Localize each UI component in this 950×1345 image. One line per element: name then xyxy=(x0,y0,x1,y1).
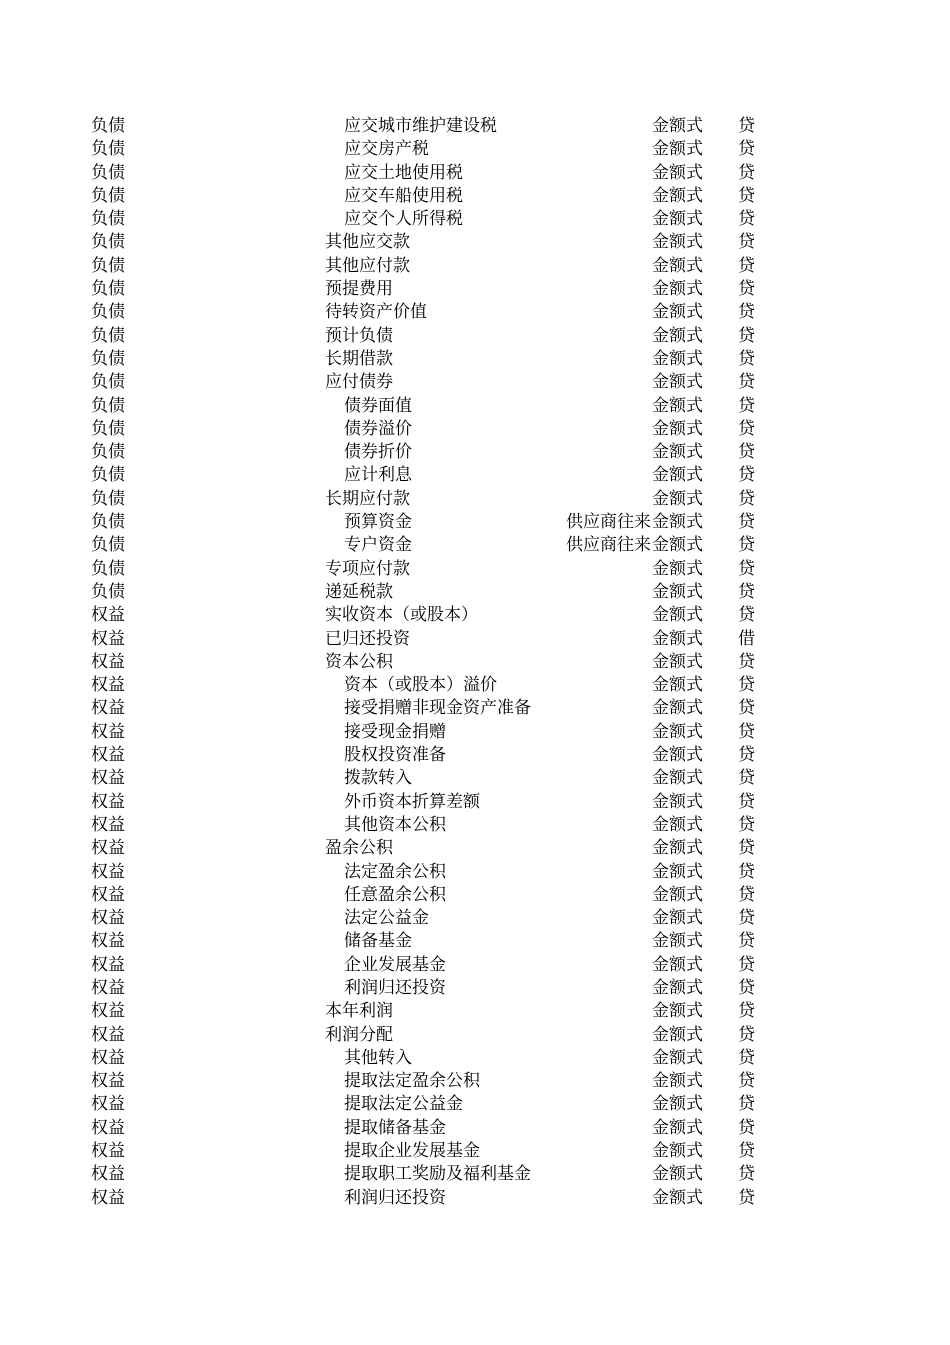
table-row[interactable] xyxy=(0,837,950,860)
balance-direction-cell[interactable]: 贷 xyxy=(738,348,755,369)
auxiliary-accounting-cell[interactable] xyxy=(566,791,662,814)
balance-direction-cell[interactable]: 贷 xyxy=(738,162,755,183)
auxiliary-accounting-cell[interactable] xyxy=(566,1187,662,1210)
table-row[interactable] xyxy=(0,348,950,371)
account-format-cell[interactable]: 金额式 xyxy=(652,721,703,744)
balance-direction-cell[interactable]: 贷 xyxy=(738,535,755,556)
table-row[interactable] xyxy=(0,674,950,697)
account-category-cell[interactable]: 权益 xyxy=(91,1164,125,1185)
account-format-cell[interactable]: 金额式 xyxy=(652,325,703,348)
balance-direction-cell[interactable]: 贷 xyxy=(738,838,755,859)
account-name-cell[interactable]: 任意盈余公积 xyxy=(344,884,446,905)
balance-direction-cell[interactable]: 贷 xyxy=(738,325,755,346)
account-category-cell[interactable]: 权益 xyxy=(91,954,125,975)
account-category-cell[interactable]: 权益 xyxy=(91,861,125,882)
table-row[interactable] xyxy=(0,1047,950,1070)
table-row[interactable] xyxy=(0,814,950,837)
account-format-cell[interactable]: 金额式 xyxy=(652,837,703,860)
table-row[interactable] xyxy=(0,1070,950,1093)
account-name-cell[interactable]: 债券面值 xyxy=(344,395,412,416)
account-format-cell[interactable]: 金额式 xyxy=(652,255,703,278)
account-format-cell[interactable]: 金额式 xyxy=(652,930,703,953)
account-name-cell[interactable]: 利润归还投资 xyxy=(344,1187,446,1208)
auxiliary-accounting-cell[interactable] xyxy=(566,1024,662,1047)
account-name-cell[interactable]: 已归还投资 xyxy=(325,628,410,649)
account-name-cell[interactable]: 应交个人所得税 xyxy=(344,209,463,230)
auxiliary-accounting-cell[interactable] xyxy=(566,581,662,604)
table-row[interactable] xyxy=(0,255,950,278)
account-category-cell[interactable]: 权益 xyxy=(91,1117,125,1138)
account-name-cell[interactable]: 专户资金 xyxy=(344,535,412,556)
auxiliary-accounting-cell[interactable] xyxy=(566,162,662,185)
account-category-cell[interactable]: 负债 xyxy=(91,232,125,253)
auxiliary-accounting-cell[interactable] xyxy=(566,861,662,884)
balance-direction-cell[interactable]: 贷 xyxy=(738,279,755,300)
table-row[interactable] xyxy=(0,162,950,185)
table-row[interactable] xyxy=(0,418,950,441)
auxiliary-accounting-cell[interactable] xyxy=(566,441,662,464)
account-name-cell[interactable]: 股权投资准备 xyxy=(344,745,446,766)
account-name-cell[interactable]: 提取法定盈余公积 xyxy=(344,1071,480,1092)
auxiliary-accounting-cell[interactable] xyxy=(566,348,662,371)
table-row[interactable] xyxy=(0,115,950,138)
account-name-cell[interactable]: 利润分配 xyxy=(325,1024,393,1045)
account-category-cell[interactable]: 负债 xyxy=(91,512,125,533)
account-format-cell[interactable]: 金额式 xyxy=(652,697,703,720)
auxiliary-accounting-cell[interactable] xyxy=(566,1093,662,1116)
table-row[interactable] xyxy=(0,511,950,534)
account-format-cell[interactable]: 金额式 xyxy=(652,744,703,767)
account-name-cell[interactable]: 递延税款 xyxy=(325,581,393,602)
account-category-cell[interactable]: 负债 xyxy=(91,348,125,369)
table-row[interactable] xyxy=(0,767,950,790)
account-name-cell[interactable]: 其他转入 xyxy=(344,1047,412,1068)
account-category-cell[interactable]: 权益 xyxy=(91,1094,125,1115)
balance-direction-cell[interactable]: 贷 xyxy=(738,1024,755,1045)
account-category-cell[interactable]: 权益 xyxy=(91,931,125,952)
account-category-cell[interactable]: 负债 xyxy=(91,395,125,416)
balance-direction-cell[interactable]: 贷 xyxy=(738,581,755,602)
table-row[interactable] xyxy=(0,628,950,651)
balance-direction-cell[interactable]: 贷 xyxy=(738,977,755,998)
table-row[interactable] xyxy=(0,907,950,930)
table-row[interactable] xyxy=(0,441,950,464)
auxiliary-accounting-cell[interactable] xyxy=(566,930,662,953)
account-category-cell[interactable]: 负债 xyxy=(91,372,125,393)
account-format-cell[interactable]: 金额式 xyxy=(652,511,703,534)
table-row[interactable] xyxy=(0,581,950,604)
account-name-cell[interactable]: 专项应付款 xyxy=(325,558,410,579)
account-name-cell[interactable]: 待转资产价值 xyxy=(325,302,427,323)
balance-direction-cell[interactable]: 贷 xyxy=(738,721,755,742)
account-format-cell[interactable]: 金额式 xyxy=(652,115,703,138)
account-category-cell[interactable]: 权益 xyxy=(91,628,125,649)
account-format-cell[interactable]: 金额式 xyxy=(652,464,703,487)
auxiliary-accounting-cell[interactable]: 供应商往来 xyxy=(566,535,651,556)
account-category-cell[interactable]: 负债 xyxy=(91,418,125,439)
table-row[interactable] xyxy=(0,884,950,907)
account-name-cell[interactable]: 应交房产税 xyxy=(344,139,429,160)
balance-direction-cell[interactable]: 贷 xyxy=(738,1094,755,1115)
balance-direction-cell[interactable]: 贷 xyxy=(738,908,755,929)
table-row[interactable] xyxy=(0,1024,950,1047)
account-name-cell[interactable]: 提取法定公益金 xyxy=(344,1094,463,1115)
account-name-cell[interactable]: 实收资本（或股本） xyxy=(325,605,478,626)
account-format-cell[interactable]: 金额式 xyxy=(652,162,703,185)
balance-direction-cell[interactable]: 贷 xyxy=(738,372,755,393)
account-category-cell[interactable]: 权益 xyxy=(91,698,125,719)
table-row[interactable] xyxy=(0,208,950,231)
account-format-cell[interactable]: 金额式 xyxy=(652,791,703,814)
account-category-cell[interactable]: 权益 xyxy=(91,977,125,998)
account-category-cell[interactable]: 负债 xyxy=(91,139,125,160)
account-format-cell[interactable]: 金额式 xyxy=(652,418,703,441)
balance-direction-cell[interactable]: 贷 xyxy=(738,488,755,509)
account-category-cell[interactable]: 权益 xyxy=(91,884,125,905)
account-name-cell[interactable]: 预算资金 xyxy=(344,512,412,533)
account-name-cell[interactable]: 资本公积 xyxy=(325,651,393,672)
auxiliary-accounting-cell[interactable] xyxy=(566,837,662,860)
account-category-cell[interactable]: 权益 xyxy=(91,768,125,789)
account-name-cell[interactable]: 应交土地使用税 xyxy=(344,162,463,183)
balance-direction-cell[interactable]: 贷 xyxy=(738,185,755,206)
balance-direction-cell[interactable]: 贷 xyxy=(738,861,755,882)
account-format-cell[interactable]: 金额式 xyxy=(652,1024,703,1047)
auxiliary-accounting-cell[interactable] xyxy=(566,721,662,744)
table-row[interactable] xyxy=(0,278,950,301)
balance-direction-cell[interactable]: 贷 xyxy=(738,512,755,533)
table-row[interactable] xyxy=(0,1163,950,1186)
auxiliary-accounting-cell[interactable] xyxy=(566,767,662,790)
account-name-cell[interactable]: 外币资本折算差额 xyxy=(344,791,480,812)
auxiliary-accounting-cell[interactable] xyxy=(566,628,662,651)
account-format-cell[interactable]: 金额式 xyxy=(652,1140,703,1163)
auxiliary-accounting-cell[interactable] xyxy=(566,1000,662,1023)
balance-direction-cell[interactable]: 贷 xyxy=(738,465,755,486)
account-format-cell[interactable]: 金额式 xyxy=(652,1163,703,1186)
auxiliary-accounting-cell[interactable] xyxy=(566,884,662,907)
account-format-cell[interactable]: 金额式 xyxy=(652,1070,703,1093)
balance-direction-cell[interactable]: 贷 xyxy=(738,651,755,672)
account-category-cell[interactable]: 负债 xyxy=(91,581,125,602)
account-category-cell[interactable]: 负债 xyxy=(91,162,125,183)
table-row[interactable] xyxy=(0,791,950,814)
account-format-cell[interactable]: 金额式 xyxy=(652,488,703,511)
account-name-cell[interactable]: 债券溢价 xyxy=(344,418,412,439)
table-row[interactable] xyxy=(0,1187,950,1210)
balance-direction-cell[interactable]: 贷 xyxy=(738,791,755,812)
table-row[interactable] xyxy=(0,651,950,674)
balance-direction-cell[interactable]: 借 xyxy=(738,628,755,649)
account-format-cell[interactable]: 金额式 xyxy=(652,628,703,651)
balance-direction-cell[interactable]: 贷 xyxy=(738,954,755,975)
table-row[interactable] xyxy=(0,1093,950,1116)
account-category-cell[interactable]: 负债 xyxy=(91,209,125,230)
account-category-cell[interactable]: 权益 xyxy=(91,675,125,696)
table-row[interactable] xyxy=(0,1117,950,1140)
account-category-cell[interactable]: 权益 xyxy=(91,1024,125,1045)
table-row[interactable] xyxy=(0,534,950,557)
account-name-cell[interactable]: 拨款转入 xyxy=(344,768,412,789)
table-row[interactable] xyxy=(0,977,950,1000)
auxiliary-accounting-cell[interactable] xyxy=(566,1163,662,1186)
account-category-cell[interactable]: 权益 xyxy=(91,1047,125,1068)
table-row[interactable] xyxy=(0,930,950,953)
auxiliary-accounting-cell[interactable] xyxy=(566,907,662,930)
auxiliary-accounting-cell[interactable] xyxy=(566,697,662,720)
balance-direction-cell[interactable]: 贷 xyxy=(738,814,755,835)
account-category-cell[interactable]: 负债 xyxy=(91,465,125,486)
account-category-cell[interactable]: 权益 xyxy=(91,651,125,672)
account-name-cell[interactable]: 盈余公积 xyxy=(325,838,393,859)
table-row[interactable] xyxy=(0,371,950,394)
account-category-cell[interactable]: 权益 xyxy=(91,838,125,859)
auxiliary-accounting-cell[interactable] xyxy=(566,1117,662,1140)
account-format-cell[interactable]: 金额式 xyxy=(652,371,703,394)
auxiliary-accounting-cell[interactable] xyxy=(566,138,662,161)
auxiliary-accounting-cell[interactable] xyxy=(566,1047,662,1070)
balance-direction-cell[interactable]: 贷 xyxy=(738,302,755,323)
account-category-cell[interactable]: 权益 xyxy=(91,605,125,626)
table-row[interactable] xyxy=(0,488,950,511)
account-format-cell[interactable]: 金额式 xyxy=(652,185,703,208)
account-category-cell[interactable]: 权益 xyxy=(91,791,125,812)
account-format-cell[interactable]: 金额式 xyxy=(652,1187,703,1210)
account-category-cell[interactable]: 负债 xyxy=(91,255,125,276)
balance-direction-cell[interactable]: 贷 xyxy=(738,255,755,276)
account-table xyxy=(0,115,950,1210)
account-category-cell[interactable]: 权益 xyxy=(91,1187,125,1208)
account-category-cell[interactable]: 负债 xyxy=(91,325,125,346)
auxiliary-accounting-cell[interactable] xyxy=(566,418,662,441)
account-name-cell[interactable]: 利润归还投资 xyxy=(344,977,446,998)
balance-direction-cell[interactable]: 贷 xyxy=(738,1117,755,1138)
account-name-cell[interactable]: 应计利息 xyxy=(344,465,412,486)
account-category-cell[interactable]: 权益 xyxy=(91,814,125,835)
account-name-cell[interactable]: 接受捐赠非现金资产准备 xyxy=(344,698,531,719)
balance-direction-cell[interactable]: 贷 xyxy=(738,209,755,230)
account-format-cell[interactable]: 金额式 xyxy=(652,231,703,254)
account-name-cell[interactable]: 其他资本公积 xyxy=(344,814,446,835)
account-format-cell[interactable]: 金额式 xyxy=(652,1000,703,1023)
account-name-cell[interactable]: 应付债券 xyxy=(325,372,393,393)
balance-direction-cell[interactable]: 贷 xyxy=(738,1141,755,1162)
table-row[interactable] xyxy=(0,464,950,487)
account-category-cell[interactable]: 权益 xyxy=(91,721,125,742)
auxiliary-accounting-cell[interactable] xyxy=(566,115,662,138)
auxiliary-accounting-cell[interactable] xyxy=(566,464,662,487)
table-row[interactable] xyxy=(0,861,950,884)
account-format-cell[interactable]: 金额式 xyxy=(652,814,703,837)
account-format-cell[interactable]: 金额式 xyxy=(652,441,703,464)
balance-direction-cell[interactable]: 贷 xyxy=(738,768,755,789)
account-format-cell[interactable]: 金额式 xyxy=(652,907,703,930)
account-format-cell[interactable]: 金额式 xyxy=(652,348,703,371)
balance-direction-cell[interactable]: 贷 xyxy=(738,116,755,136)
auxiliary-accounting-cell[interactable] xyxy=(566,301,662,324)
balance-direction-cell[interactable]: 贷 xyxy=(738,745,755,766)
account-name-cell[interactable]: 长期应付款 xyxy=(325,488,410,509)
auxiliary-accounting-cell[interactable] xyxy=(566,231,662,254)
account-category-cell[interactable]: 负债 xyxy=(91,116,125,136)
account-format-cell[interactable]: 金额式 xyxy=(652,581,703,604)
table-row[interactable] xyxy=(0,744,950,767)
account-name-cell[interactable]: 应交车船使用税 xyxy=(344,185,463,206)
balance-direction-cell[interactable]: 贷 xyxy=(738,442,755,463)
balance-direction-cell[interactable]: 贷 xyxy=(738,558,755,579)
auxiliary-accounting-cell[interactable] xyxy=(566,977,662,1000)
auxiliary-accounting-cell[interactable] xyxy=(566,395,662,418)
account-name-cell[interactable]: 法定盈余公积 xyxy=(344,861,446,882)
auxiliary-accounting-cell[interactable] xyxy=(566,651,662,674)
account-format-cell[interactable]: 金额式 xyxy=(652,674,703,697)
account-category-cell[interactable]: 权益 xyxy=(91,908,125,929)
balance-direction-cell[interactable]: 贷 xyxy=(738,675,755,696)
account-name-cell[interactable]: 提取职工奖励及福利基金 xyxy=(344,1164,531,1185)
auxiliary-accounting-cell[interactable] xyxy=(566,185,662,208)
account-name-cell[interactable]: 资本（或股本）溢价 xyxy=(344,675,497,696)
auxiliary-accounting-cell[interactable] xyxy=(566,488,662,511)
auxiliary-accounting-cell[interactable] xyxy=(566,1070,662,1093)
balance-direction-cell[interactable]: 贷 xyxy=(738,698,755,719)
auxiliary-accounting-cell[interactable] xyxy=(566,208,662,231)
account-category-cell[interactable]: 负债 xyxy=(91,185,125,206)
account-category-cell[interactable]: 负债 xyxy=(91,558,125,579)
account-name-cell[interactable]: 长期借款 xyxy=(325,348,393,369)
balance-direction-cell[interactable]: 贷 xyxy=(738,884,755,905)
table-row[interactable] xyxy=(0,1140,950,1163)
account-format-cell[interactable]: 金额式 xyxy=(652,208,703,231)
auxiliary-accounting-cell[interactable] xyxy=(566,954,662,977)
table-row[interactable] xyxy=(0,325,950,348)
balance-direction-cell[interactable]: 贷 xyxy=(738,232,755,253)
account-name-cell[interactable]: 预计负债 xyxy=(325,325,393,346)
account-name-cell[interactable]: 债券折价 xyxy=(344,442,412,463)
balance-direction-cell[interactable]: 贷 xyxy=(738,605,755,626)
table-row[interactable] xyxy=(0,954,950,977)
auxiliary-accounting-cell[interactable]: 供应商往来 xyxy=(566,512,651,533)
account-name-cell[interactable]: 预提费用 xyxy=(325,279,393,300)
table-row[interactable] xyxy=(0,138,950,161)
account-name-cell[interactable]: 本年利润 xyxy=(325,1001,393,1022)
account-name-cell[interactable]: 企业发展基金 xyxy=(344,954,446,975)
table-row[interactable] xyxy=(0,697,950,720)
account-format-cell[interactable]: 金额式 xyxy=(652,884,703,907)
auxiliary-accounting-cell[interactable] xyxy=(566,255,662,278)
table-row[interactable] xyxy=(0,185,950,208)
balance-direction-cell[interactable]: 贷 xyxy=(738,1071,755,1092)
balance-direction-cell[interactable]: 贷 xyxy=(738,931,755,952)
auxiliary-accounting-cell[interactable] xyxy=(566,1140,662,1163)
account-format-cell[interactable]: 金额式 xyxy=(652,1047,703,1070)
account-format-cell[interactable]: 金额式 xyxy=(652,534,703,557)
auxiliary-accounting-cell[interactable] xyxy=(566,278,662,301)
account-format-cell[interactable]: 金额式 xyxy=(652,395,703,418)
table-row[interactable] xyxy=(0,1000,950,1023)
account-format-cell[interactable]: 金额式 xyxy=(652,1117,703,1140)
account-category-cell[interactable]: 权益 xyxy=(91,1141,125,1162)
account-category-cell[interactable]: 负债 xyxy=(91,279,125,300)
account-name-cell[interactable]: 其他应付款 xyxy=(325,255,410,276)
auxiliary-accounting-cell[interactable] xyxy=(566,371,662,394)
auxiliary-accounting-cell[interactable] xyxy=(566,744,662,767)
account-format-cell[interactable]: 金额式 xyxy=(652,278,703,301)
account-name-cell[interactable]: 提取储备基金 xyxy=(344,1117,446,1138)
account-format-cell[interactable]: 金额式 xyxy=(652,1093,703,1116)
table-row[interactable] xyxy=(0,721,950,744)
account-format-cell[interactable]: 金额式 xyxy=(652,301,703,324)
account-category-cell[interactable]: 负债 xyxy=(91,488,125,509)
account-format-cell[interactable]: 金额式 xyxy=(652,558,703,581)
table-row[interactable] xyxy=(0,395,950,418)
account-name-cell[interactable]: 储备基金 xyxy=(344,931,412,952)
balance-direction-cell[interactable]: 贷 xyxy=(738,1164,755,1185)
account-name-cell[interactable]: 其他应交款 xyxy=(325,232,410,253)
auxiliary-accounting-cell[interactable] xyxy=(566,674,662,697)
table-row[interactable] xyxy=(0,231,950,254)
account-format-cell[interactable]: 金额式 xyxy=(652,977,703,1000)
account-category-cell[interactable]: 负债 xyxy=(91,442,125,463)
account-format-cell[interactable]: 金额式 xyxy=(652,861,703,884)
account-name-cell[interactable]: 接受现金捐赠 xyxy=(344,721,446,742)
account-format-cell[interactable]: 金额式 xyxy=(652,604,703,627)
table-row[interactable] xyxy=(0,301,950,324)
table-row[interactable] xyxy=(0,558,950,581)
account-format-cell[interactable]: 金额式 xyxy=(652,954,703,977)
account-format-cell[interactable]: 金额式 xyxy=(652,651,703,674)
table-row[interactable] xyxy=(0,604,950,627)
account-category-cell[interactable]: 负债 xyxy=(91,535,125,556)
account-name-cell[interactable]: 法定公益金 xyxy=(344,908,429,929)
account-category-cell[interactable]: 权益 xyxy=(91,745,125,766)
account-category-cell[interactable]: 负债 xyxy=(91,302,125,323)
account-format-cell[interactable]: 金额式 xyxy=(652,767,703,790)
balance-direction-cell[interactable]: 贷 xyxy=(738,418,755,439)
account-name-cell[interactable]: 提取企业发展基金 xyxy=(344,1141,480,1162)
auxiliary-accounting-cell[interactable] xyxy=(566,814,662,837)
balance-direction-cell[interactable]: 贷 xyxy=(738,1001,755,1022)
balance-direction-cell[interactable]: 贷 xyxy=(738,395,755,416)
balance-direction-cell[interactable]: 贷 xyxy=(738,1047,755,1068)
account-format-cell[interactable]: 金额式 xyxy=(652,138,703,161)
auxiliary-accounting-cell[interactable] xyxy=(566,604,662,627)
auxiliary-accounting-cell[interactable] xyxy=(566,325,662,348)
auxiliary-accounting-cell[interactable] xyxy=(566,558,662,581)
account-category-cell[interactable]: 权益 xyxy=(91,1071,125,1092)
balance-direction-cell[interactable]: 贷 xyxy=(738,139,755,160)
account-name-cell[interactable]: 应交城市维护建设税 xyxy=(344,116,497,136)
balance-direction-cell[interactable]: 贷 xyxy=(738,1187,755,1208)
account-category-cell[interactable]: 权益 xyxy=(91,1001,125,1022)
